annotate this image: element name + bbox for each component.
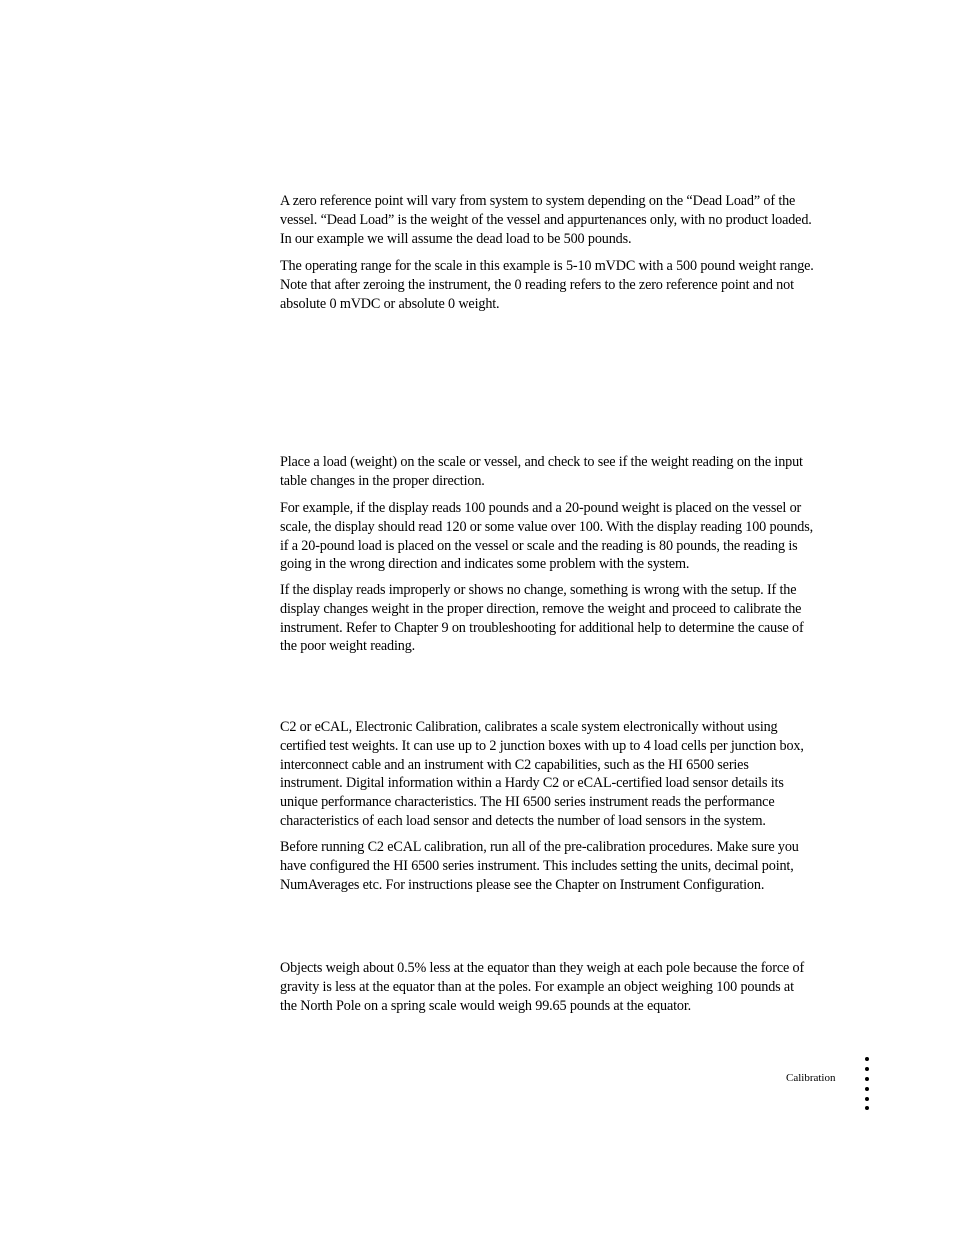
footer-dot <box>865 1097 869 1101</box>
footer-dot <box>865 1057 869 1061</box>
paragraph-display-improper: If the display reads improperly or shows no change, something is wrong with the setup. If the display changes weight in the proper direction, remove the weight and proceed to calibrate the instrument. Refer to Chapter 9 on troubleshooting for additional help to determine the cause of the poor weight reading. <box>280 582 804 655</box>
footer-dot <box>865 1067 869 1071</box>
footer-dot <box>865 1077 869 1081</box>
paragraph-gravity: Objects weigh about 0.5% less at the equator than they weigh at each pole because the force of gravity is less at the equator than at the poles. For example an object weighing 100 pounds at the North Pole on a spring scale would weigh 99.65 pounds at the equator. <box>280 960 805 1014</box>
paragraph-dead-load: A zero reference point will vary from system to system depending on the “Dead Load” of the vessel. “Dead Load” is the weight of the vessel and appurtenances only, with no product loaded. In our example we will assume the dead load to be 500 pounds. <box>280 193 812 247</box>
paragraph-place-load: Place a load (weight) on the scale or vessel, and check to see if the weight reading on the input table changes in the proper direction. <box>280 454 803 489</box>
paragraph-operating-range: The operating range for the scale in this example is 5-10 mVDC with a 500 pound weight range. Note that after zeroing the instrument, the 0 reading refers to the zero reference point and not absolute 0 mVDC or absolute 0 weight. <box>280 258 814 312</box>
footer-dot <box>865 1087 869 1091</box>
footer-section-label: Calibration <box>786 1072 836 1084</box>
paragraph-example-display: For example, if the display reads 100 pounds and a 20-pound weight is placed on the vessel or scale, the display should read 120 or some value over 100. With the display reading 100 pounds, if a 20-pound load is placed on the vessel or scale and the reading is 80 pounds, the reading is going in the wrong direction and indicates some problem with the system. <box>280 500 813 573</box>
paragraph-c2-ecal: C2 or eCAL, Electronic Calibration, calibrates a scale system electronically without using certified test weights. It can use up to 2 junction boxes with up to 4 load cells per junction box, interconnect cable and an instrument with C2 capabilities, such as the HI 6500 series instrument. Digital information within a Hardy C2 or eCAL-certified load sensor details its unique performance characteristics. The HI 6500 series instrument reads the performance characteristics of each load sensor and detects the number of load sensors in the system. <box>280 719 804 829</box>
paragraph-before-running: Before running C2 eCAL calibration, run all of the pre-calibration procedures. Make sure you have configured the HI 6500 series instrument. This includes setting the units, decimal point, NumAverages etc. For instructions please see the Chapter on Instrument Configuration. <box>280 839 799 893</box>
footer-dot <box>865 1106 869 1110</box>
